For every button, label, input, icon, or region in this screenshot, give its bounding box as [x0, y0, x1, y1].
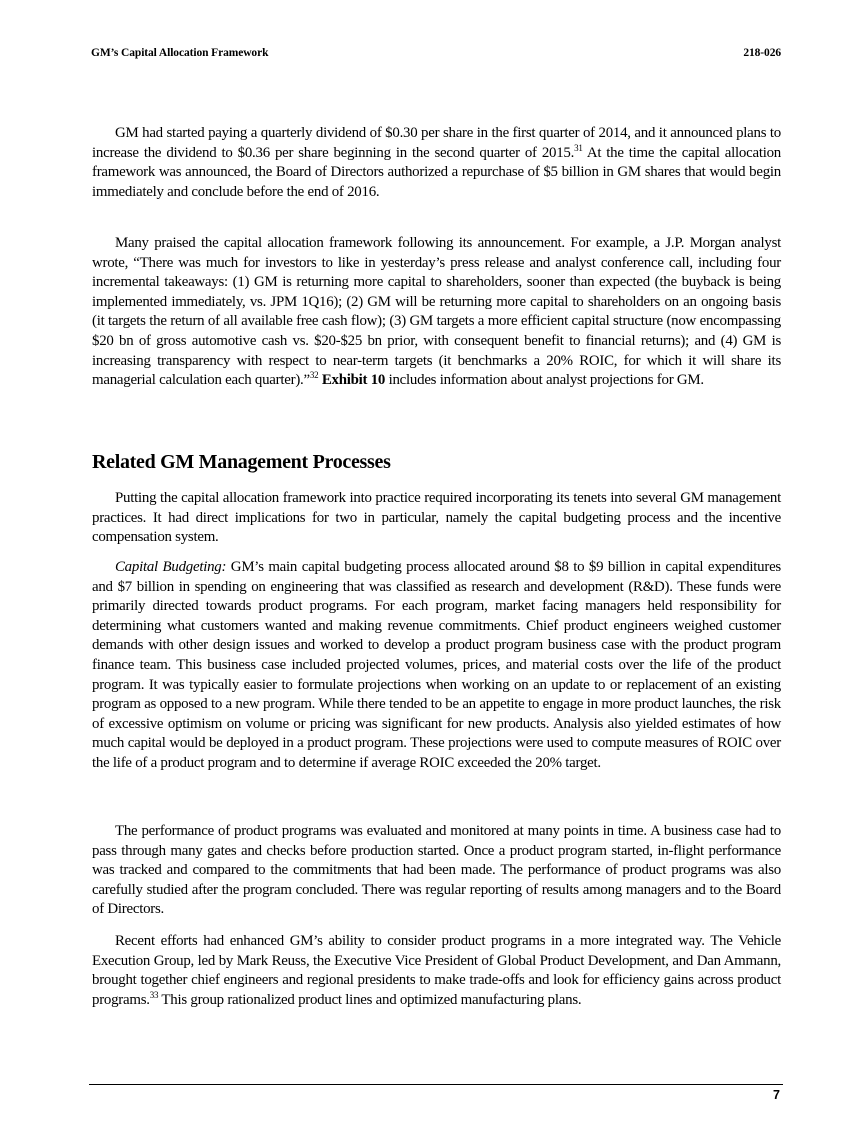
paragraph-dividend	[92, 124, 781, 202]
paragraph-lead-in: Capital Budgeting:	[115, 559, 227, 575]
document-title: GM’s Capital Allocation Framework	[91, 47, 269, 59]
running-header	[91, 47, 781, 63]
footnote-ref-33: 33	[149, 989, 159, 1000]
paragraph-performance-monitoring	[92, 822, 781, 920]
footer-divider	[89, 1084, 783, 1085]
paragraph-capital-budgeting	[92, 558, 781, 774]
paragraph-text: At the time the capital allocation framework was announced, the Board of Directors authorized a repurchase of $5 billion in GM shares that would begin immediately and conclude before the end of 2016.	[92, 144, 781, 200]
paragraph-text: Many praised the capital allocation framework following its announcement. For example, a J.P. Morgan analyst wrote, “There was much for investors to like in yesterday’s press release and analyst conference call, including four incremental takeaways: (1) GM is returning more capital to shareholders, sooner than expected (the buyback is being implemented immediately, vs. JPM 1Q16); (2) GM will be returning more capital to shareholders on an ongoing basis (it targets the return of all available free cash flow); (3) GM targets a more efficient capital structure (now encompassing $20 bn of gross automotive cash vs. $20-$25 bn prior, with consequent benefit to financial returns); and (4) GM is increasing transparency with respect to near-term targets (it benchmarks a 20% ROIC, for which it will share its managerial calculation each quarter).”	[92, 235, 781, 389]
paragraph-analyst-praise	[92, 234, 781, 391]
case-number: 218-026	[743, 47, 781, 59]
paragraph-management-practices	[92, 489, 781, 548]
paragraph-text: includes information about analyst projections for GM.	[385, 372, 704, 389]
paragraph-text: GM had started paying a quarterly dividend of $0.30 per share in the first quarter of 2014, and it announced plans to increase the dividend to $0.36 per share beginning in the second quarter of 2015.	[92, 125, 781, 161]
paragraph-text: Recent efforts had enhanced GM’s ability to consider product programs in a more integrated way. The Vehicle Execution Group, led by Mark Reuss, the Executive Vice President of Global Product Development, and Dan Ammann, brought together chief engineers and regional presidents to make trade-offs and look for efficiency gains across product programs.	[92, 933, 781, 1008]
footnote-ref-32: 32	[309, 370, 319, 381]
paragraph-text: This group rationalized product lines and optimized manufacturing plans.	[158, 991, 582, 1008]
section-heading: Related GM Management Processes	[92, 451, 391, 473]
exhibit-reference: Exhibit 10	[318, 372, 386, 389]
paragraph-vehicle-execution-group	[92, 932, 781, 1010]
page-number: 7	[773, 1088, 780, 1102]
footnote-ref-31: 31	[574, 142, 583, 153]
paragraph-text: Putting the capital allocation framework into practice required incorporating its tenets into several GM management practices. It had direct implications for two in particular, namely the capital budgeting process and the incentive compensation system.	[92, 490, 781, 546]
paragraph-text: GM’s main capital budgeting process allocated around $8 to $9 billion in capital expenditures and $7 billion in spending on engineering that was classified as research and development (R&D). These funds were primarily directed towards product programs. For each program, market facing managers held responsibility for determining what customers wanted and making revenue commitments. Chief product engineers weighed customer demands with other design issues and worked to develop a product program business case with the product program finance team. This business case included projected volumes, prices, and material costs over the life of the product program. It was typically easier to formulate projections when working on an update to or replacement of an existing program as opposed to a new program. While there tended to be an appetite to engage in more product launches, the risk of excessive optimism on volume or pricing was significant for new products. Analysis also yielded estimates of how much capital would be deployed in a product program. These projections were used to compute measures of ROIC over the life of a product program and to determine if average ROIC exceeded the 20% target.	[92, 559, 781, 771]
paragraph-text: The performance of product programs was evaluated and monitored at many points in time. A business case had to pass through many gates and checks before production started. Once a product program started, in-flight performance was tracked and compared to the commitments that had been made. The performance of product programs was also carefully studied after the program concluded. There was regular reporting of results among managers and to the Board of Directors.	[92, 823, 781, 918]
